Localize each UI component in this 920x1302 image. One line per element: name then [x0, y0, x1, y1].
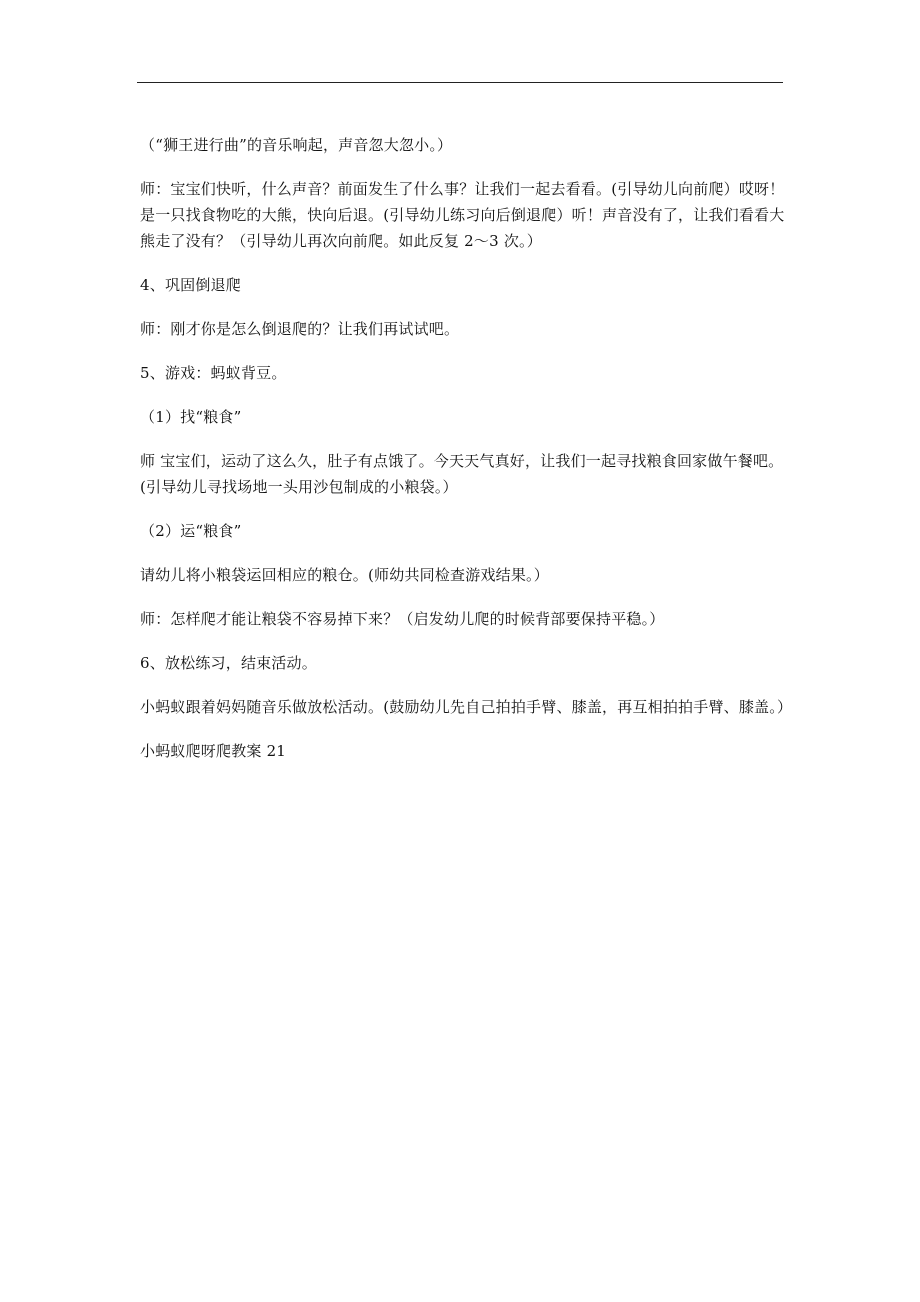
paragraph-teacher-question: 师：怎样爬才能让粮袋不容易掉下来？（启发幼儿爬的时候背部要保持平稳。） [140, 610, 665, 628]
document-body [140, 132, 793, 764]
paragraph-relax-activity: 小蚂蚁跟着妈妈随音乐做放松活动。(鼓励幼儿先自己拍拍手臂、膝盖，再互相拍拍手臂、膝盖。） [140, 698, 793, 716]
lesson-plan-title: 小蚂蚁爬呀爬教案 21 [140, 742, 287, 760]
paragraph-carry-instruction: 请幼儿将小粮袋运回相应的粮仓。(师幼共同检查游戏结果。） [140, 566, 549, 584]
section-heading-4: 4、巩固倒退爬 [140, 276, 241, 294]
paragraph-music-cue: （“狮王进行曲”的音乐响起，声音忽大忽小。） [140, 136, 453, 154]
subheading-find-food: （1）找“粮食” [140, 408, 242, 426]
paragraph-teacher-retry: 师：刚才你是怎么倒退爬的？让我们再试试吧。 [140, 320, 460, 338]
paragraph-teacher-listen: 师：宝宝们快听，什么声音？前面发生了什么事？让我们一起去看看。(引导幼儿向前爬）哎呀！是一只找食物吃的大熊，快向后退。(引导幼儿练习向后倒退爬）听！声音没有了，让我们看看大熊走了没有？（引导幼儿再次向前爬。如此反复 2～3 次。） [140, 180, 785, 250]
subheading-carry-food: （2）运“粮食” [140, 522, 242, 540]
section-heading-6: 6、放松练习，结束活动。 [140, 654, 317, 672]
paragraph-teacher-lunch: 师 宝宝们，运动了这么久，肚子有点饿了。今天天气真好，让我们一起寻找粮食回家做午餐吧。(引导幼儿寻找场地一头用沙包制成的小粮袋。） [140, 452, 784, 496]
header-rule [137, 82, 783, 83]
section-heading-5: 5、游戏：蚂蚁背豆。 [140, 364, 287, 382]
